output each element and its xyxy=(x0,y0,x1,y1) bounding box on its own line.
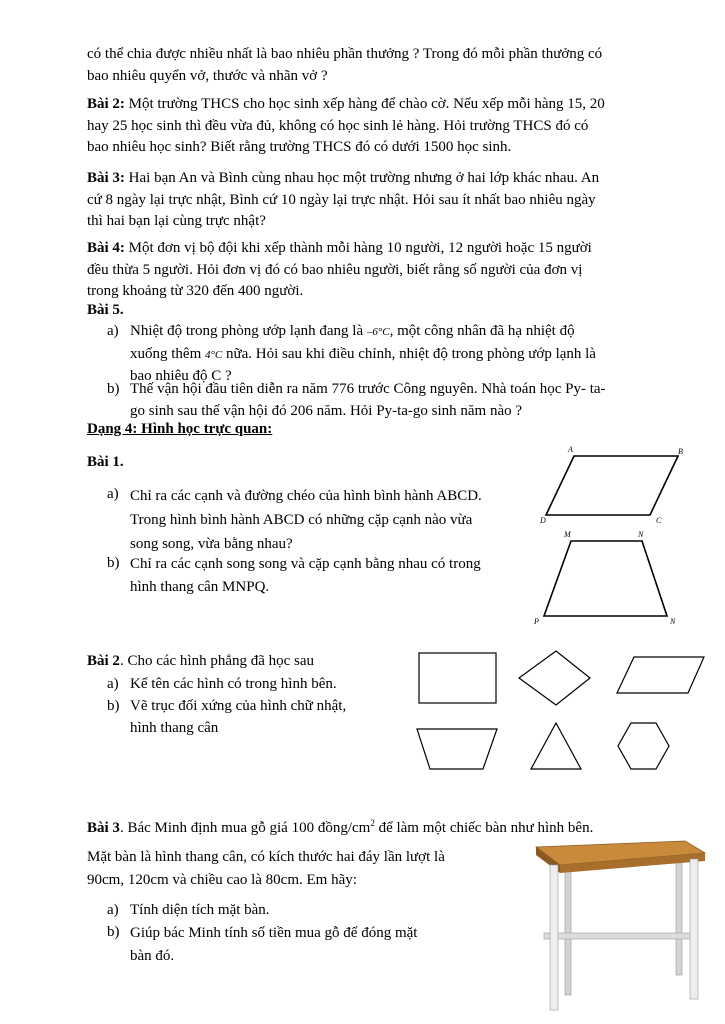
list-marker: b) xyxy=(107,924,120,940)
table-frame xyxy=(544,933,692,939)
superscript: 2 xyxy=(370,818,375,828)
list-marker: a) xyxy=(107,676,119,692)
list-marker: a) xyxy=(107,902,119,918)
section-title: Dạng 4: Hình học trực quan: xyxy=(87,421,273,437)
vertex-label: N xyxy=(670,617,676,626)
list-marker: b) xyxy=(107,555,120,571)
exercise-label: Bài 2: xyxy=(87,96,125,112)
geometry-figures xyxy=(530,440,690,630)
vertex-label: D xyxy=(540,516,546,525)
list-marker: b) xyxy=(107,698,120,714)
geometry-exercise-2: Bài 2. Cho các hình phẳng đã học sau xyxy=(87,653,315,669)
isosceles-trapezoid-shape xyxy=(417,729,497,769)
intro-text: có thể chia được nhiều nhất là bao nhiêu phần thưởng ? Trong đó mỗi phần thưởng có bao nhiêu quyển vở, thước và nhãn vở ? xyxy=(87,46,603,84)
exercise-label: Bài 4: xyxy=(87,240,125,256)
rectangle-shape xyxy=(419,653,496,703)
parallelogram-shape xyxy=(617,657,704,693)
triangle-shape xyxy=(531,723,581,769)
list-marker: b) xyxy=(107,381,120,397)
vertex-label: B xyxy=(678,447,683,456)
parallelogram-abcd xyxy=(546,456,678,515)
vertex-label: C xyxy=(656,516,662,525)
geometry-exercise-1b: Chỉ ra các cạnh song song và cặp cạnh bằng nhau có trong hình thang cân MNPQ. xyxy=(130,556,481,595)
exercise-5b: Thế vận hội đầu tiên diễn ra năm 776 trước Công nguyên. Nhà toán học Py- ta- go sinh sau thế vận hội đó 206 năm. Hỏi Py-ta-go sinh năm nào ? xyxy=(130,381,606,419)
list-marker: a) xyxy=(107,323,119,339)
vertex-label: P xyxy=(534,617,539,626)
exercise-label: Bài 3 xyxy=(87,820,120,836)
exercise-2: Bài 2: Một trường THCS cho học sinh xếp hàng để chào cờ. Nếu xếp mỗi hàng 15, 20 hay 25 học sinh thì đều vừa đủ, không có học sinh lẻ hàng. Hỏi trường THCS đó có bao nhiêu học sinh? Biết rằng trường THCS đó có dưới 1500 học sinh. xyxy=(87,96,605,155)
hexagon-shape xyxy=(618,723,669,769)
exercise-4: Bài 4: Một đơn vị bộ đội khi xếp thành mỗi hàng 10 người, 12 người hoặc 15 người đều thừa 5 người. Hỏi đơn vị đó có bao nhiêu người, biết rằng số người của đơn vị trong khoảng từ 320 đến 400 người. xyxy=(87,240,592,299)
exercise-label: Bài 3: xyxy=(87,170,125,186)
temperature-value: 4°C xyxy=(205,348,223,361)
table-illustration xyxy=(520,835,710,1015)
trapezoid-mnpq xyxy=(544,541,667,616)
exercise-label: Bài 2 xyxy=(87,653,120,669)
geometry-exercise-3-text: Mặt bàn là hình thang cân, có kích thước hai đáy lần lượt là 90cm, 120cm và chiều cao là 80cm. Em hãy: xyxy=(87,849,445,888)
geometry-exercise-3a: Tính diện tích mặt bàn. xyxy=(130,902,270,918)
plane-shapes xyxy=(410,645,710,775)
rhombus-shape xyxy=(519,651,590,705)
table-leg xyxy=(565,855,571,995)
geometry-exercise-1a: Chỉ ra các cạnh và đường chéo của hình bình hành ABCD. Trong hình bình hành ABCD có những cặp cạnh nào vừa song song, vừa bằng nhau? xyxy=(130,488,482,552)
geometry-exercise-3-intro: Bài 3. Bác Minh định mua gỗ giá 100 đồng/$cm^2$ để làm một chiếc bàn như hình bên. xyxy=(87,818,594,836)
table-leg xyxy=(550,865,558,1010)
vertex-label: N xyxy=(638,530,644,539)
exercise-5-label: Bài 5. xyxy=(87,302,124,318)
exercise-5a: Nhiệt độ trong phòng ướp lạnh đang là –6°C, một công nhân đã hạ nhiệt độ xuống thêm 4°C nữa. Hỏi sau khi điều chỉnh, nhiệt độ trong phòng ướp lạnh là bao nhiêu độ C ? xyxy=(130,323,596,384)
vertex-label: M xyxy=(564,530,571,539)
temperature-value: –6°C xyxy=(366,326,390,338)
geometry-exercise-3b: Giúp bác Minh tính số tiền mua gỗ để đóng mặt bàn đó. xyxy=(130,925,418,964)
table-leg xyxy=(690,859,698,999)
geometry-exercise-2a: Kể tên các hình có trong hình bên. xyxy=(130,676,337,692)
vertex-label: A xyxy=(568,445,573,454)
table-leg xyxy=(676,855,682,975)
exercise-3: Bài 3: Hai bạn An và Bình cùng nhau học một trường nhưng ở hai lớp khác nhau. An cứ 8 ngày lại trực nhật, Bình cứ 10 ngày lại trực nhật. Hỏi sau ít nhất bao nhiêu ngày thì hai bạn lại cùng trực nhật? xyxy=(87,170,600,229)
geometry-exercise-1-label: Bài 1. xyxy=(87,454,124,470)
list-marker: a) xyxy=(107,486,119,502)
geometry-exercise-2b: Vẽ trục đối xứng của hình chữ nhật, hình thang cân xyxy=(130,698,347,736)
